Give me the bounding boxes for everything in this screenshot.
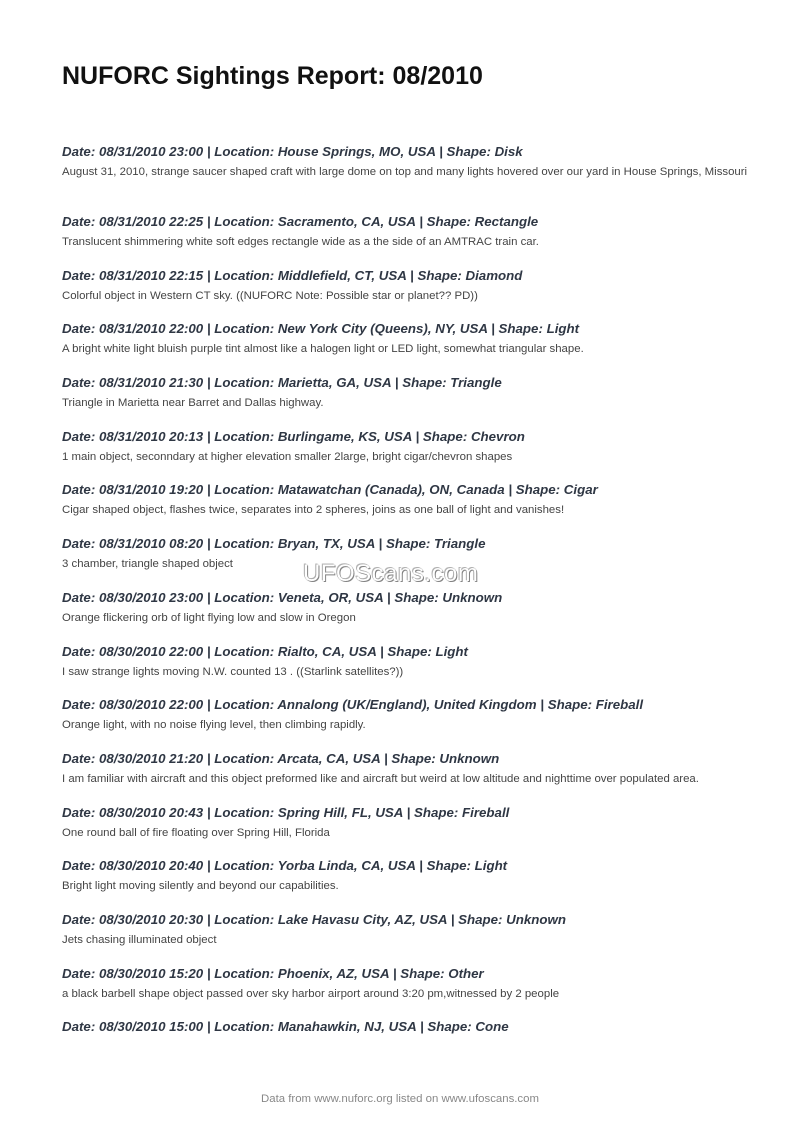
sighting-description: August 31, 2010, strange saucer shaped craft with large dome on top and many lights hovered over our yard in House Springs, Missouri — [62, 166, 748, 178]
footer: Data from www.nuforc.org listed on www.ufoscans.com — [261, 1093, 539, 1105]
sighting-description: A bright white light bluish purple tint almost like a halogen light or LED light, somewhat triangular shape. — [62, 343, 584, 356]
sighting-header: Date: 08/30/2010 20:40 | Location: Yorba Linda, CA, USA | Shape: Light — [62, 858, 508, 874]
sighting-entry — [62, 857, 752, 911]
sighting-entry — [62, 643, 752, 697]
sighting-header: Date: 08/31/2010 22:00 | Location: New York City (Queens), NY, USA | Shape: Light — [62, 321, 580, 337]
sighting-header: Date: 08/30/2010 20:43 | Location: Spring Hill, FL, USA | Shape: Fireball — [62, 804, 510, 820]
sighting-header: Date: 08/30/2010 23:00 | Location: Veneta, OR, USA | Shape: Unknown — [62, 589, 503, 605]
sighting-description: Orange flickering orb of light flying low and slow in Oregon — [62, 611, 356, 624]
sighting-description: 3 chamber, triangle shaped object — [62, 558, 233, 571]
sighting-description: Cigar shaped object, flashes twice, separates into 2 spheres, joins as one ball of light and vanishes! — [62, 504, 565, 517]
sighting-description: Orange light, with no noise flying level, then climbing rapidly. — [62, 719, 366, 732]
sighting-header: Date: 08/30/2010 21:20 | Location: Arcata, CA, USA | Shape: Unknown — [62, 750, 500, 766]
sighting-header: Date: 08/30/2010 22:00 | Location: Rialto, CA, USA | Shape: Light — [62, 643, 468, 659]
sighting-header: Date: 08/30/2010 20:30 | Location: Lake Havasu City, AZ, USA | Shape: Unknown — [62, 911, 567, 927]
sighting-description: Bright light moving silently and beyond our capabilities. — [62, 880, 339, 893]
sighting-entry — [62, 965, 752, 1019]
sighting-description: Triangle in Marietta near Barret and Dallas highway. — [62, 397, 324, 410]
sighting-header: Date: 08/31/2010 21:30 | Location: Marietta, GA, USA | Shape: Triangle — [62, 375, 502, 391]
sighting-header: Date: 08/31/2010 19:20 | Location: Matawatchan (Canada), ON, Canada | Shape: Cigar — [62, 482, 598, 498]
sighting-entry — [62, 1018, 752, 1072]
sighting-entry — [62, 589, 752, 643]
sighting-description: Jets chasing illuminated object — [62, 933, 217, 946]
sighting-entry — [62, 911, 752, 965]
sighting-description: I saw strange lights moving N.W. counted 13 . ((Starlink satellites?)) — [62, 665, 404, 678]
sighting-entry — [62, 481, 752, 535]
sighting-description: a black barbell shape object passed over sky harbor airport around 3:20 pm,witnessed by 2 people — [62, 987, 560, 1000]
sighting-entry — [62, 143, 752, 213]
sighting-header: Date: 08/30/2010 15:20 | Location: Phoenix, AZ, USA | Shape: Other — [62, 965, 484, 981]
sighting-description: Colorful object in Western CT sky. ((NUFORC Note: Possible star or planet?? PD)) — [62, 289, 478, 302]
sighting-description: Translucent shimmering white soft edges rectangle wide as a the side of an AMTRAC train car. — [62, 236, 539, 248]
page-title: NUFORC Sightings Report: 08/2010 — [62, 62, 483, 90]
sighting-header: Date: 08/30/2010 15:00 | Location: Manahawkin, NJ, USA | Shape: Cone — [62, 1019, 509, 1035]
sighting-header: Date: 08/31/2010 23:00 | Location: House Springs, MO, USA | Shape: Disk — [62, 144, 523, 159]
sighting-entry — [62, 696, 752, 750]
sighting-entry — [62, 213, 752, 267]
sighting-header: Date: 08/31/2010 08:20 | Location: Bryan, TX, USA | Shape: Triangle — [62, 536, 486, 552]
sighting-header: Date: 08/31/2010 22:15 | Location: Middlefield, CT, USA | Shape: Diamond — [62, 267, 523, 283]
sighting-entry — [62, 374, 752, 428]
watermark: UFOScans.com — [303, 560, 479, 587]
sighting-entry — [62, 428, 752, 482]
sighting-entry — [62, 804, 752, 858]
sighting-description: One round ball of fire floating over Spring Hill, Florida — [62, 826, 330, 839]
sightings-list — [62, 143, 752, 1072]
sighting-entry — [62, 267, 752, 321]
sighting-header: Date: 08/31/2010 20:13 | Location: Burlingame, KS, USA | Shape: Chevron — [62, 428, 525, 444]
sighting-entry — [62, 750, 752, 804]
sighting-header: Date: 08/31/2010 22:25 | Location: Sacramento, CA, USA | Shape: Rectangle — [62, 214, 539, 229]
sighting-description: I am familiar with aircraft and this object preformed like and aircraft but weird at low altitude and nighttime over populated area. — [62, 772, 699, 785]
sighting-entry — [62, 320, 752, 374]
sighting-header: Date: 08/30/2010 22:00 | Location: Annalong (UK/England), United Kingdom | Shape: Fireball — [62, 697, 644, 713]
sighting-description: 1 main object, seconndary at higher elevation smaller 2large, bright cigar/chevron shapes — [62, 450, 513, 463]
